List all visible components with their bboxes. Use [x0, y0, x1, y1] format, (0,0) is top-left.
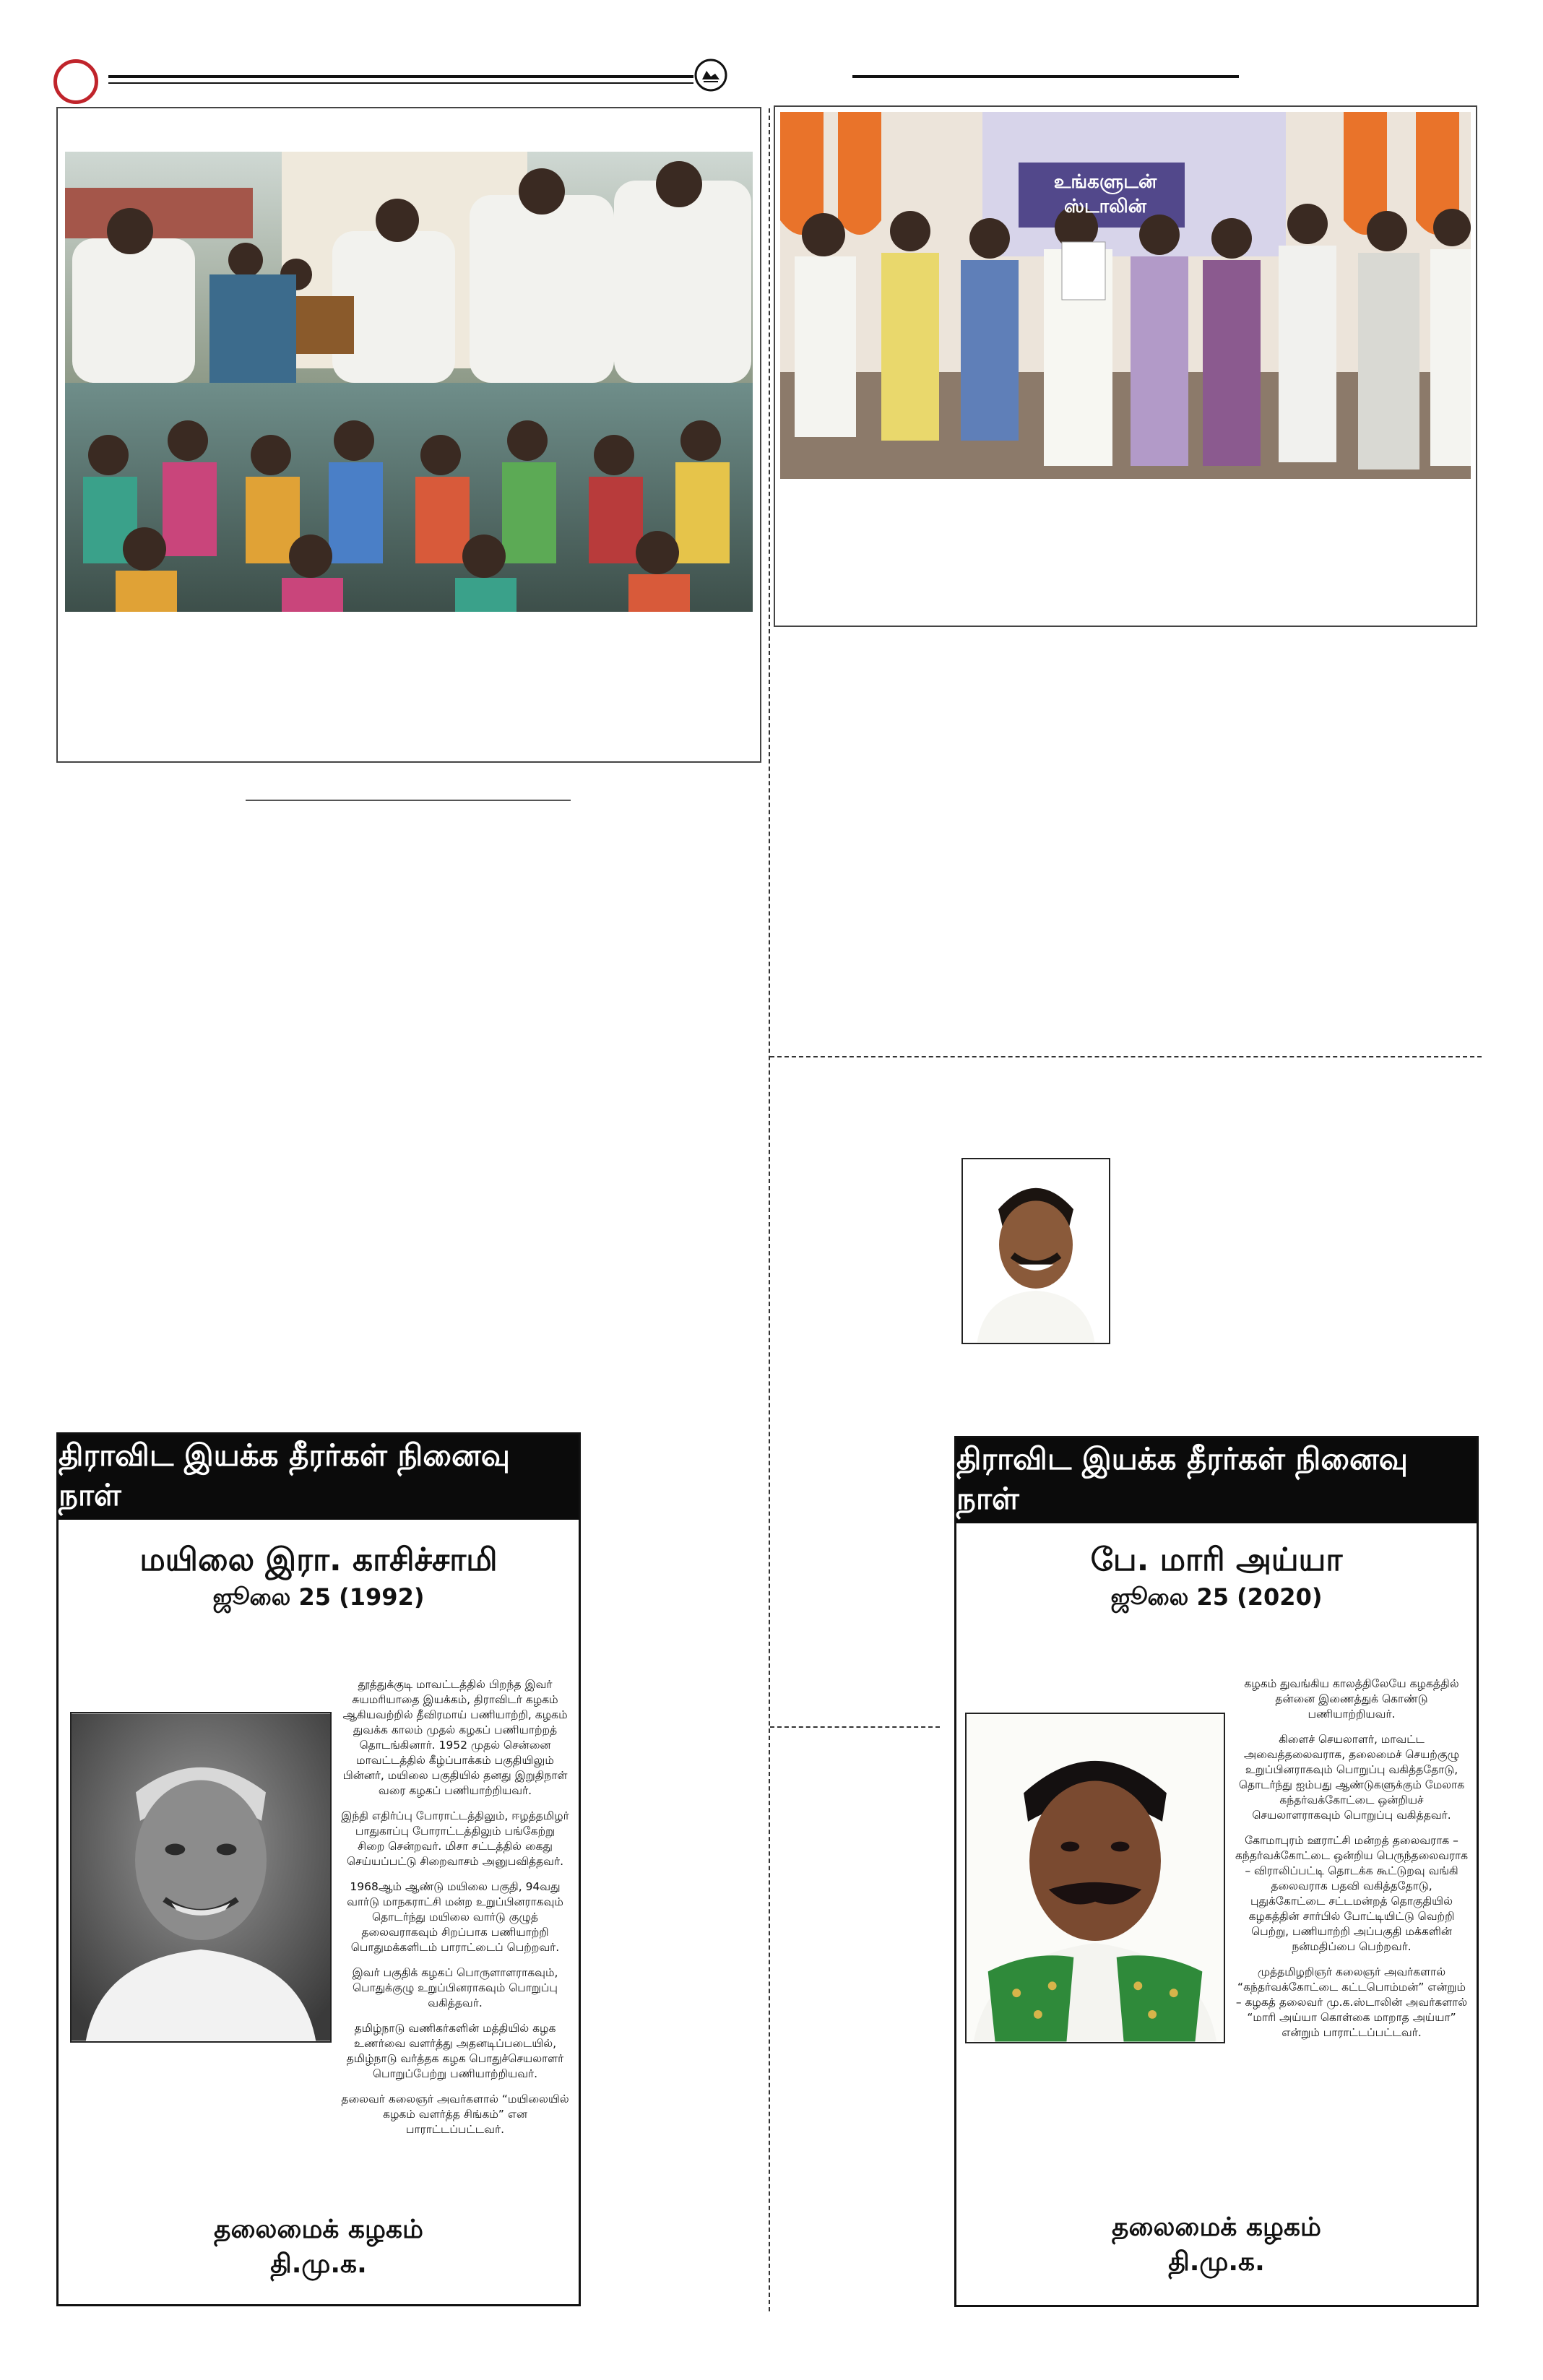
- memorial-date: ஜூலை 25 (2020): [1110, 1583, 1323, 1611]
- memorial-heading: திராவிட இயக்க தீரர்கள் நினைவு நாள்: [956, 1438, 1477, 1523]
- memorial-heading: திராவிட இயக்க தீரர்கள் நினைவு நாள்: [59, 1435, 579, 1520]
- bio-paragraph: இவர் பகுதிக் கழகப் பொருளாளராகவும், பொதுக்குழு உறுப்பினராகவும் பொறுப்பு வகித்தவர்.: [352, 1966, 558, 2009]
- signature-line1: தலைமைக் கழகம்: [214, 2215, 423, 2244]
- event-photo-stage-felicitation: [780, 112, 1471, 479]
- rising-sun-icon: [693, 58, 728, 92]
- header-circle: [53, 59, 98, 104]
- bio-paragraph: கழகம் துவங்கிய காலத்திலேயே கழகத்தில் தன்னை இணைத்துக் கொண்டு பணியாற்றியவர்.: [1244, 1677, 1459, 1721]
- section-divider-small: [770, 1726, 940, 1728]
- bio-paragraph: கிளைச் செயலாளர், மாவட்ட அவைத்தலைவராக, தலைமைச் செயற்குழு உறுப்பினராகவும் பொறுப்பு வகித்ததோடு, தொடர்ந்து ஐம்பது ஆண்டுகளுக்கும் மேலாக கந்தர்வக்கோட்டை ஒன்றியச் செயலாளராகவும் பொறுப்பு வகித்தவர்.: [1238, 1733, 1465, 1822]
- memorial-card-left: [56, 1432, 581, 2306]
- bio-paragraph: 1968ஆம் ஆண்டு மயிலை பகுதி, 94வது வார்டு மாநகராட்சி மன்ற உறுப்பினராகவும் தொடர்ந்து மயிலை வார்டு குழுத் தலைவராகவும் சிறப்பாக பணியாற்றி பொதுமக்களிடம் பாராட்டைப் பெற்றவர்.: [347, 1880, 563, 1954]
- memorial-bio: [340, 1677, 570, 2147]
- event-photo-women-gathering: [65, 152, 753, 612]
- memorial-card-right: [954, 1436, 1479, 2307]
- banner-text: உங்களுடன் ஸ்டாலின்: [1053, 171, 1157, 217]
- bio-paragraph: கோமாபுரம் ஊராட்சி மன்றத் தலைவராக – கந்தர்வக்கோட்டை ஒன்றிய பெருந்தலைவராக – விராலிப்பட்டி தொடக்க கூட்டுறவு வங்கி தலைவராக பதவி வகித்ததோடு, புதுக்கோட்டை சட்டமன்றத் தொகுதியில் கழகத்தின் சார்பில் போட்டியிட்டு வெற்றி பெற்று, பணியாற்றி அப்பகுதி மக்களின் நன்மதிப்பை பெற்றவர்.: [1235, 1834, 1469, 1953]
- memorial-name: பே. மாரி அய்யா: [1090, 1541, 1343, 1578]
- header-rule-left-under: [108, 82, 693, 84]
- thin-rule-left: [246, 800, 571, 801]
- memorial-bio: [1234, 1676, 1469, 2051]
- bio-paragraph: இந்தி எதிர்ப்பு போராட்டத்திலும், ஈழத்தமிழர் பாதுகாப்பு போராட்டத்திலும் பங்கேற்று சிறை சென்றவர். மிசா சட்டத்தில் கைது செய்யப்பட்டு சிறைவாசம் அனுபவித்தவர்.: [341, 1809, 569, 1868]
- bio-paragraph: தலைவர் கலைஞர் அவர்களால் “மயிலையில் கழகம் வளர்த்த சிங்கம்” என பாராட்டப்பட்டவர்.: [341, 2093, 569, 2136]
- header-rule-left: [108, 75, 693, 78]
- memorial-date: ஜூலை 25 (1992): [212, 1583, 425, 1611]
- column-divider: [769, 108, 770, 2311]
- bio-paragraph: தமிழ்நாடு வணிகர்களின் மத்தியில் கழக உணர்வை வளர்த்து அதனடிப்படையில், தமிழ்நாடு வர்த்தக கழக பொதுச்செயலாளர் பொறுப்பேற்று பணியாற்றியவர்.: [346, 2022, 564, 2080]
- signature-line2: தி.மு.க.: [1168, 2247, 1265, 2277]
- bio-paragraph: முத்தமிழறிஞர் கலைஞர் அவர்களால் “கந்தர்வக்கோட்டை கட்டபொம்மன்” என்றும் – கழகத் தலைவர் மு.க.ஸ்டாலின் அவர்களால் “மாரி அய்யா கொள்கை மாறாத அய்யா” என்றும் பாராட்டப்பட்டவர்.: [1235, 1965, 1468, 2039]
- signature-line1: தலைமைக் கழகம்: [1112, 2212, 1321, 2242]
- bio-paragraph: தூத்துக்குடி மாவட்டத்தில் பிறந்த இவர் சுயமரியாதை இயக்கம், திராவிடர் கழகம் ஆகியவற்றில் தீவிரமாய் பணியாற்றி, கழகம் துவக்க காலம் முதல் கழகப் பணியாற்றத் தொடங்கினார். 1952 முதல் சென்னை மாவட்டத்தில் கீழ்ப்பாக்கம் பகுதியிலும் பின்னர், மயிலை பகுதியில் தனது இறுதிநாள் வரை கழகப் பணியாற்றியவர்.: [342, 1678, 568, 1797]
- memorial-portrait: [70, 1712, 332, 2043]
- portrait-man-smiling: [961, 1158, 1110, 1344]
- signature-line2: தி.மு.க.: [270, 2249, 367, 2279]
- memorial-portrait: [965, 1713, 1225, 2043]
- memorial-name: மயிலை இரா. காசிச்சாமி: [139, 1541, 498, 1578]
- section-divider-right: [770, 1056, 1482, 1057]
- header-rule-right: [852, 75, 1239, 78]
